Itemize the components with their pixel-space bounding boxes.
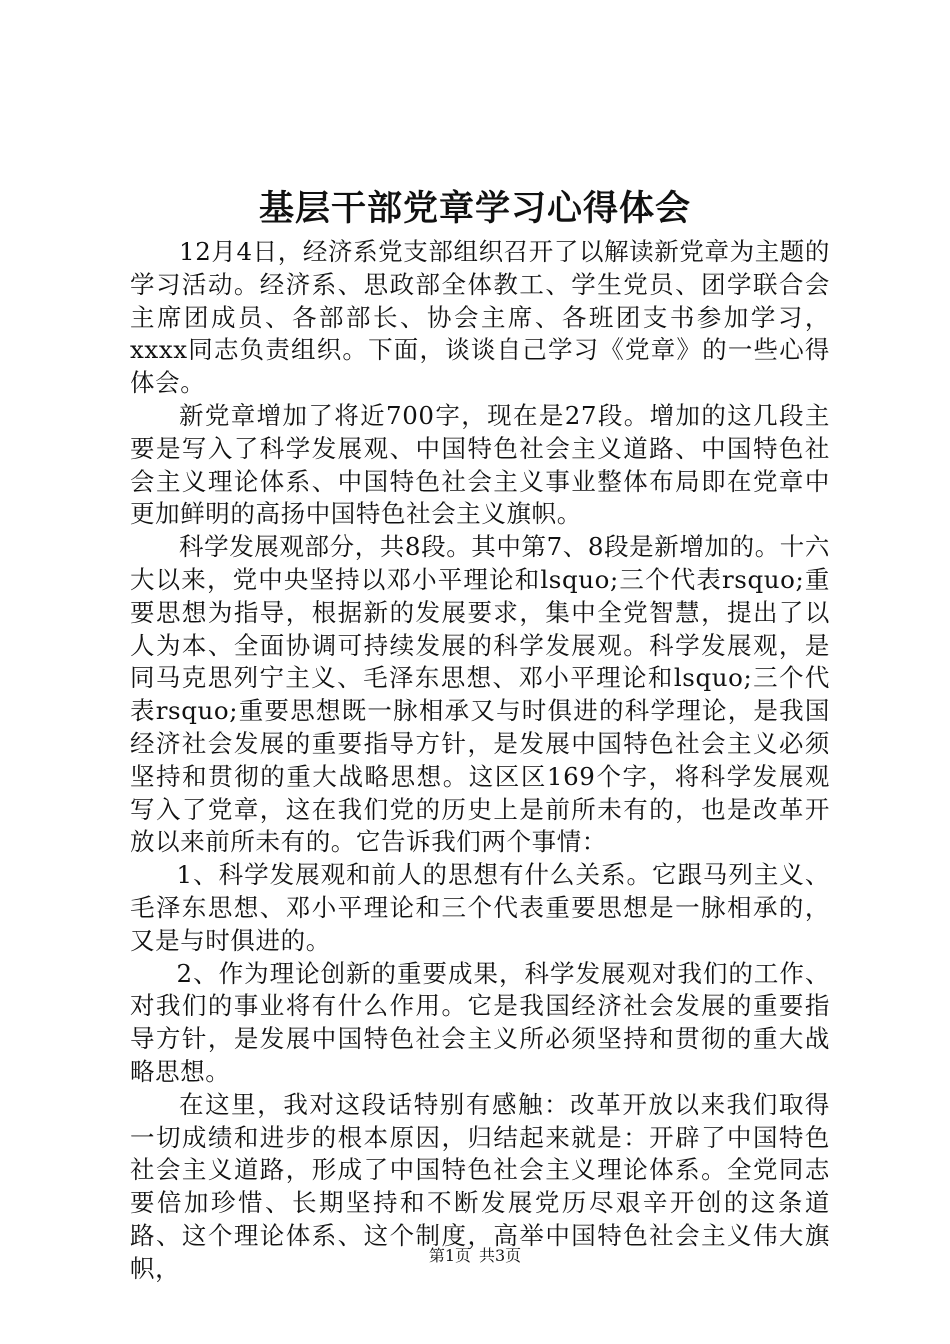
document-title: 基层干部党章学习心得体会 — [258, 188, 691, 229]
paragraph-reflection: 在这里，我对这段话特别有感触：改革开放以来我们取得一切成绩和进步的根本原因，归结起来就是：开辟了中国特色社会主义道路，形成了中国特色社会主义理论体系。全党同志要倍加珍惜、长期坚持和不断发展党历尽艰辛开创的这条道路、这个理论体系、这个制度，高举中国特色社会主义伟大旗帜， — [130, 1089, 830, 1283]
paragraph-point-two: 2、作为理论创新的重要成果，科学发展观对我们的工作、对我们的事业将有什么作用。它是我国经济社会发展的重要指导方针，是发展中国特色社会主义所必须坚持和贯彻的重大战略思想。 — [130, 958, 830, 1086]
paragraph-scientific-outlook: 科学发展观部分，共8段。其中第7、8段是新增加的。十六大以来，党中央坚持以邓小平理论和lsquo;三个代表rsquo;重要思想为指导，根据新的发展要求，集中全党智慧，提出了以人为本、全面协调可持续发展的科学发展观。科学发展观，是同马克思列宁主义、毛泽东思想、邓小平理论和lsquo;三个代表rsquo;重要思想既一脉相承又与时俱进的科学理论，是我国经济社会发展的重要指导方针，是发展中国特色社会主义必须坚持和贯彻的重大战略思想。这区区169个字，将科学发展观写入了党章，这在我们党的历史上是前所未有的，也是改革开放以来前所未有的。它告诉我们两个事情： — [130, 532, 830, 857]
page-number: 第1页 — [428, 1246, 471, 1265]
paragraph-point-one: 1、科学发展观和前人的思想有什么关系。它跟马列主义、毛泽东思想、邓小平理论和三个代表重要思想是一脉相承的，又是与时俱进的。 — [130, 860, 830, 955]
document-body — [130, 236, 830, 1286]
paragraph-intro: 12月4日，经济系党支部组织召开了以解读新党章为主题的学习活动。经济系、思政部全体教工、学生党员、团学联合会主席团成员、各部部长、协会主席、各班团支书参加学习，xxxx同志负责组织。下面，谈谈自己学习《党章》的一些心得体会。 — [130, 237, 830, 398]
paragraph-new-charter: 新党章增加了将近700字，现在是27段。增加的这几段主要是写入了科学发展观、中国特色社会主义道路、中国特色社会主义理论体系、中国特色社会主义事业整体布局即在党章中更加鲜明的高扬中国特色社会主义旗帜。 — [130, 400, 830, 529]
page-footer — [0, 1246, 950, 1266]
page-total: 共3页 — [479, 1246, 522, 1265]
